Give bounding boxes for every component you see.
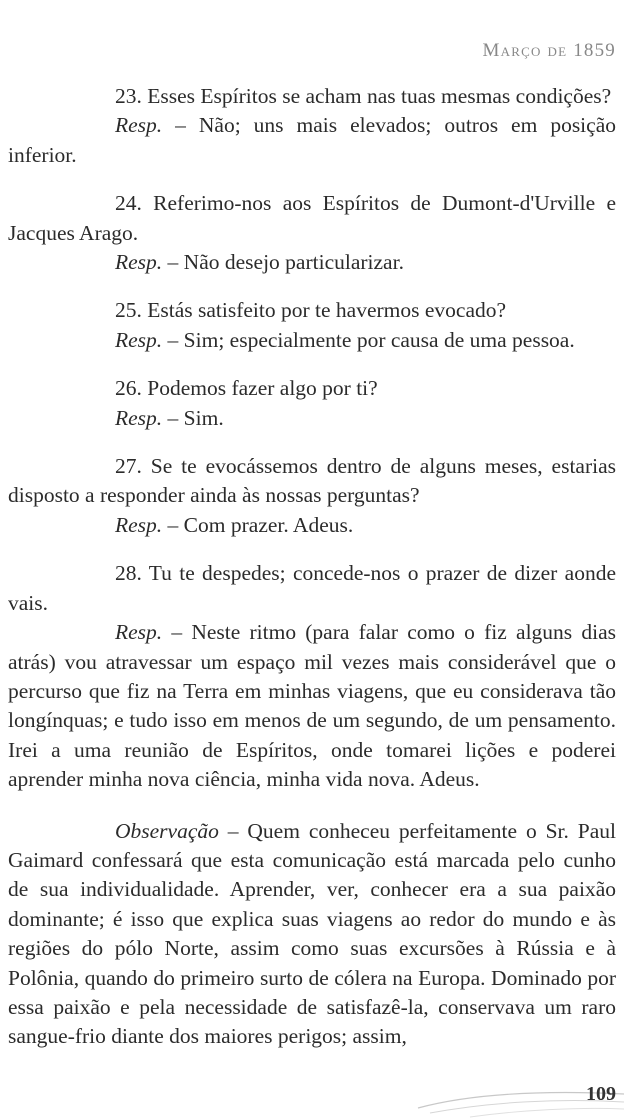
answer-27 [8,511,616,540]
running-head: Março de 1859 [482,40,616,61]
question-25: 25. Estás satisfeito por te havermos evocado? [115,298,507,323]
answer-text: – Sim; especialmente por causa de uma pessoa. [162,327,575,352]
answer-23 [8,111,616,170]
page-number: 109 [586,1083,616,1105]
resp-label: Resp. [115,113,163,138]
observation-text: – Quem conheceu perfeitamente o Sr. Paul Gaimard confessará que esta comunicação está marcada pelo cunho de sua individualidade. Aprender, ver, conhecer era a sua paixão dominante; é isso que explica suas viagens ao redor do mundo e às regiões do pólo Norte, assim como suas excursões à Rússia e à Polônia, quando do primeiro surto de cólera na Europa. Dominado por essa paixão e pela necessidade de satisfazê-la, conservava um raro sangue-frio diante dos maiores perigos; assim, [8,818,616,1049]
answer-text: – Neste ritmo (para falar como o fiz alguns dias atrás) vou atravessar um espaço mil vezes mais considerável que o percurso que fiz na Terra em minhas viagens, que eu considerava tão longínquas; e tudo isso em menos de um segundo, de um pensamento. Irei a uma reunião de Espíritos, onde tomarei lições e poderei aprender minha nova ciência, minha vida nova. Adeus. [8,620,616,792]
question-23: 23. Esses Espíritos se acham nas tuas mesmas condições? [115,84,612,108]
observation-paragraph [8,817,616,1052]
answer-25 [8,326,616,355]
resp-label: Resp. [115,405,163,430]
resp-label: Resp. [115,512,163,537]
answer-text: – Não desejo particularizar. [162,250,404,275]
answer-26 [8,404,616,433]
swoosh-ornament-icon [0,1080,624,1120]
resp-label: Resp. [115,620,163,645]
answer-text: – Com prazer. Adeus. [162,512,354,537]
observation-label: Observação [115,818,219,843]
answer-24 [8,248,616,277]
answer-text: – Sim. [162,405,224,430]
footer-ornament [0,1080,624,1120]
resp-label: Resp. [115,327,163,352]
question-26: 26. Podemos fazer algo por ti? [115,376,378,401]
resp-label: Resp. [115,250,163,275]
question-28: 28. Tu te despedes; concede-nos o prazer de dizer aonde vais. [8,561,616,615]
question-24: 24. Referimo-nos aos Espíritos de Dumont-d'Urville e Jacques Arago. [8,191,616,245]
answer-text: – Não; uns mais elevados; outros em posição inferior. [8,113,616,167]
page-body [8,82,616,1052]
question-27: 27. Se te evocássemos dentro de alguns meses, estarias disposto a responder ainda às nossas perguntas? [8,454,616,508]
answer-28 [8,618,616,794]
